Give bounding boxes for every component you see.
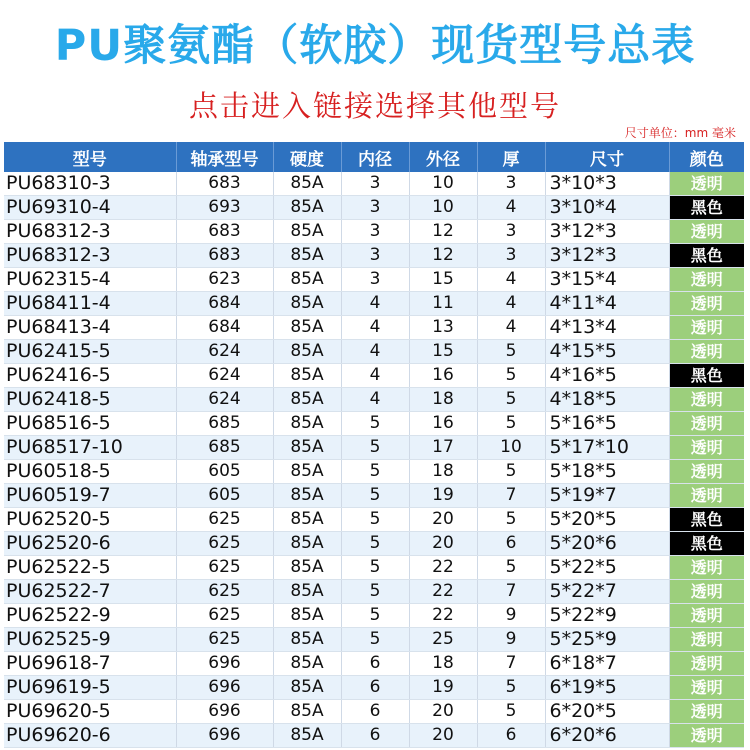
cell-model: PU69620-6 [4,724,176,748]
cell-bearing: 624 [176,340,273,364]
cell-inner-diameter: 4 [341,388,409,412]
table-row [4,412,744,436]
cell-bearing: 685 [176,412,273,436]
unit-note: 尺寸单位：mm 毫米 [624,126,736,140]
cell-hardness: 85A [273,652,341,676]
cell-bearing: 625 [176,532,273,556]
cell-outer-diameter: 22 [409,556,477,580]
cell-bearing: 625 [176,556,273,580]
cell-model: PU60518-5 [4,460,176,484]
cell-inner-diameter: 5 [341,436,409,460]
cell-hardness: 85A [273,724,341,748]
cell-size: 5*22*7 [545,580,669,604]
cell-outer-diameter: 19 [409,484,477,508]
cell-model: PU69618-7 [4,652,176,676]
table-row [4,556,744,580]
table-row [4,604,744,628]
cell-outer-diameter: 12 [409,244,477,268]
cell-hardness: 85A [273,460,341,484]
cell-size: 4*18*5 [545,388,669,412]
cell-bearing: 696 [176,652,273,676]
cell-hardness: 85A [273,484,341,508]
cell-outer-diameter: 16 [409,364,477,388]
table-row [4,244,744,268]
header-model: 型号 [4,142,176,172]
table-row [4,580,744,604]
cell-thickness: 3 [477,172,545,196]
cell-outer-diameter: 16 [409,412,477,436]
table-row [4,196,744,220]
cell-thickness: 3 [477,220,545,244]
cell-hardness: 85A [273,676,341,700]
table-row [4,724,744,748]
cell-outer-diameter: 22 [409,604,477,628]
cell-model: PU62525-9 [4,628,176,652]
cell-inner-diameter: 5 [341,412,409,436]
header-outer-diameter: 外径 [409,142,477,172]
cell-outer-diameter: 15 [409,340,477,364]
cell-bearing: 625 [176,628,273,652]
cell-outer-diameter: 20 [409,700,477,724]
cell-color: 透明 [669,172,744,196]
cell-thickness: 4 [477,292,545,316]
cell-bearing: 624 [176,388,273,412]
cell-inner-diameter: 5 [341,604,409,628]
cell-model: PU69620-5 [4,700,176,724]
cell-model: PU68411-4 [4,292,176,316]
cell-size: 4*15*5 [545,340,669,364]
cell-thickness: 5 [477,412,545,436]
cell-hardness: 85A [273,244,341,268]
cell-inner-diameter: 6 [341,700,409,724]
cell-outer-diameter: 10 [409,196,477,220]
cell-size: 5*22*9 [545,604,669,628]
cell-bearing: 696 [176,676,273,700]
table-row [4,364,744,388]
cell-color: 透明 [669,628,744,652]
cell-model: PU62522-5 [4,556,176,580]
table-row [4,388,744,412]
cell-color: 透明 [669,604,744,628]
cell-bearing: 685 [176,436,273,460]
cell-hardness: 85A [273,508,341,532]
cell-outer-diameter: 20 [409,508,477,532]
cell-color: 透明 [669,436,744,460]
cell-outer-diameter: 15 [409,268,477,292]
cell-bearing: 625 [176,604,273,628]
cell-thickness: 6 [477,532,545,556]
cell-thickness: 5 [477,364,545,388]
cell-inner-diameter: 3 [341,172,409,196]
table-row [4,700,744,724]
cell-model: PU60519-7 [4,484,176,508]
cell-hardness: 85A [273,436,341,460]
table-row [4,676,744,700]
cell-thickness: 5 [477,388,545,412]
cell-outer-diameter: 20 [409,532,477,556]
table-row [4,436,744,460]
cell-model: PU62416-5 [4,364,176,388]
cell-hardness: 85A [273,700,341,724]
cell-thickness: 7 [477,484,545,508]
cell-model: PU62520-6 [4,532,176,556]
cell-outer-diameter: 12 [409,220,477,244]
cell-inner-diameter: 5 [341,580,409,604]
cell-bearing: 684 [176,316,273,340]
cell-color: 透明 [669,220,744,244]
cell-model: PU68312-3 [4,220,176,244]
cell-thickness: 9 [477,628,545,652]
cell-thickness: 5 [477,460,545,484]
table-row [4,340,744,364]
cell-inner-diameter: 4 [341,364,409,388]
cell-size: 5*22*5 [545,556,669,580]
cell-bearing: 683 [176,244,273,268]
page-title: PU聚氨酯（软胶）现货型号总表 [54,21,696,71]
cell-bearing: 605 [176,460,273,484]
cell-thickness: 7 [477,652,545,676]
cell-model: PU62522-7 [4,580,176,604]
cell-color: 透明 [669,316,744,340]
cell-color: 黑色 [669,364,744,388]
cell-size: 5*19*7 [545,484,669,508]
cell-hardness: 85A [273,364,341,388]
header-thickness: 厚 [477,142,545,172]
cell-inner-diameter: 5 [341,460,409,484]
cell-color: 透明 [669,700,744,724]
cell-size: 5*16*5 [545,412,669,436]
cell-model: PU68312-3 [4,244,176,268]
cell-size: 6*20*5 [545,700,669,724]
cell-model: PU62418-5 [4,388,176,412]
cell-color: 透明 [669,724,744,748]
cell-size: 3*12*3 [545,244,669,268]
cell-hardness: 85A [273,268,341,292]
cell-size: 5*18*5 [545,460,669,484]
cell-inner-diameter: 6 [341,676,409,700]
cell-size: 4*11*4 [545,292,669,316]
cell-model: PU68516-5 [4,412,176,436]
cell-thickness: 5 [477,700,545,724]
cell-inner-diameter: 3 [341,268,409,292]
cell-thickness: 3 [477,244,545,268]
cell-size: 6*18*7 [545,652,669,676]
model-table [4,142,744,748]
cell-hardness: 85A [273,388,341,412]
cell-bearing: 605 [176,484,273,508]
cell-outer-diameter: 19 [409,676,477,700]
cell-outer-diameter: 18 [409,652,477,676]
cell-bearing: 625 [176,508,273,532]
cell-thickness: 9 [477,604,545,628]
cell-inner-diameter: 6 [341,724,409,748]
cell-hardness: 85A [273,196,341,220]
cell-hardness: 85A [273,172,341,196]
cell-thickness: 4 [477,268,545,292]
cell-inner-diameter: 4 [341,340,409,364]
cell-outer-diameter: 18 [409,388,477,412]
cell-model: PU62520-5 [4,508,176,532]
table-row [4,220,744,244]
cell-inner-diameter: 3 [341,196,409,220]
cell-color: 透明 [669,340,744,364]
table-row [4,484,744,508]
cell-size: 5*20*5 [545,508,669,532]
cell-hardness: 85A [273,220,341,244]
header-size: 尺寸 [545,142,669,172]
cell-bearing: 696 [176,700,273,724]
cell-color: 透明 [669,460,744,484]
cell-thickness: 6 [477,724,545,748]
cell-inner-diameter: 5 [341,484,409,508]
table-header-row [4,142,744,172]
table-row [4,172,744,196]
cell-bearing: 623 [176,268,273,292]
table-row [4,652,744,676]
cell-hardness: 85A [273,580,341,604]
cell-size: 5*20*6 [545,532,669,556]
cell-hardness: 85A [273,292,341,316]
cell-color: 透明 [669,388,744,412]
cell-color: 透明 [669,580,744,604]
cell-inner-diameter: 5 [341,532,409,556]
cell-inner-diameter: 4 [341,292,409,316]
cell-outer-diameter: 13 [409,316,477,340]
cell-bearing: 684 [176,292,273,316]
table-row [4,316,744,340]
cell-color: 黑色 [669,508,744,532]
cell-color: 黑色 [669,532,744,556]
cell-thickness: 5 [477,508,545,532]
cell-hardness: 85A [273,316,341,340]
cell-model: PU69310-4 [4,196,176,220]
cell-size: 6*20*6 [545,724,669,748]
cell-model: PU62315-4 [4,268,176,292]
cell-size: 3*10*4 [545,196,669,220]
cell-bearing: 624 [176,364,273,388]
cell-outer-diameter: 22 [409,580,477,604]
cell-model: PU62415-5 [4,340,176,364]
cell-color: 透明 [669,412,744,436]
cell-model: PU68413-4 [4,316,176,340]
cell-hardness: 85A [273,340,341,364]
cell-bearing: 696 [176,724,273,748]
cell-hardness: 85A [273,604,341,628]
cell-inner-diameter: 4 [341,316,409,340]
cell-outer-diameter: 18 [409,460,477,484]
subtitle-link[interactable]: 点击进入链接选择其他型号 [188,89,561,123]
cell-color: 黑色 [669,196,744,220]
table-body [4,172,744,748]
cell-inner-diameter: 3 [341,220,409,244]
cell-color: 透明 [669,556,744,580]
cell-bearing: 683 [176,220,273,244]
table-row [4,532,744,556]
cell-hardness: 85A [273,556,341,580]
cell-inner-diameter: 5 [341,508,409,532]
header-bearing: 轴承型号 [176,142,273,172]
cell-size: 3*10*3 [545,172,669,196]
cell-inner-diameter: 5 [341,628,409,652]
cell-model: PU68517-10 [4,436,176,460]
cell-size: 4*13*4 [545,316,669,340]
header-color: 颜色 [669,142,744,172]
table-row [4,268,744,292]
cell-hardness: 85A [273,412,341,436]
cell-thickness: 5 [477,340,545,364]
table-row [4,508,744,532]
cell-bearing: 625 [176,580,273,604]
cell-inner-diameter: 5 [341,556,409,580]
cell-color: 黑色 [669,244,744,268]
cell-thickness: 4 [477,196,545,220]
table-row [4,460,744,484]
cell-hardness: 85A [273,628,341,652]
header-inner-diameter: 内径 [341,142,409,172]
cell-model: PU68310-3 [4,172,176,196]
table-row [4,292,744,316]
cell-outer-diameter: 20 [409,724,477,748]
cell-model: PU69619-5 [4,676,176,700]
cell-hardness: 85A [273,532,341,556]
cell-bearing: 683 [176,172,273,196]
cell-color: 透明 [669,484,744,508]
cell-color: 透明 [669,268,744,292]
table-row [4,628,744,652]
cell-size: 5*25*9 [545,628,669,652]
cell-inner-diameter: 3 [341,244,409,268]
cell-size: 6*19*5 [545,676,669,700]
cell-thickness: 10 [477,436,545,460]
cell-color: 透明 [669,676,744,700]
cell-outer-diameter: 11 [409,292,477,316]
cell-outer-diameter: 17 [409,436,477,460]
cell-thickness: 5 [477,556,545,580]
cell-thickness: 7 [477,580,545,604]
cell-thickness: 4 [477,316,545,340]
cell-thickness: 5 [477,676,545,700]
cell-bearing: 693 [176,196,273,220]
cell-inner-diameter: 6 [341,652,409,676]
cell-size: 4*16*5 [545,364,669,388]
cell-color: 透明 [669,652,744,676]
header-hardness: 硬度 [273,142,341,172]
cell-size: 5*17*10 [545,436,669,460]
cell-color: 透明 [669,292,744,316]
cell-outer-diameter: 25 [409,628,477,652]
cell-size: 3*15*4 [545,268,669,292]
cell-model: PU62522-9 [4,604,176,628]
cell-size: 3*12*3 [545,220,669,244]
cell-outer-diameter: 10 [409,172,477,196]
